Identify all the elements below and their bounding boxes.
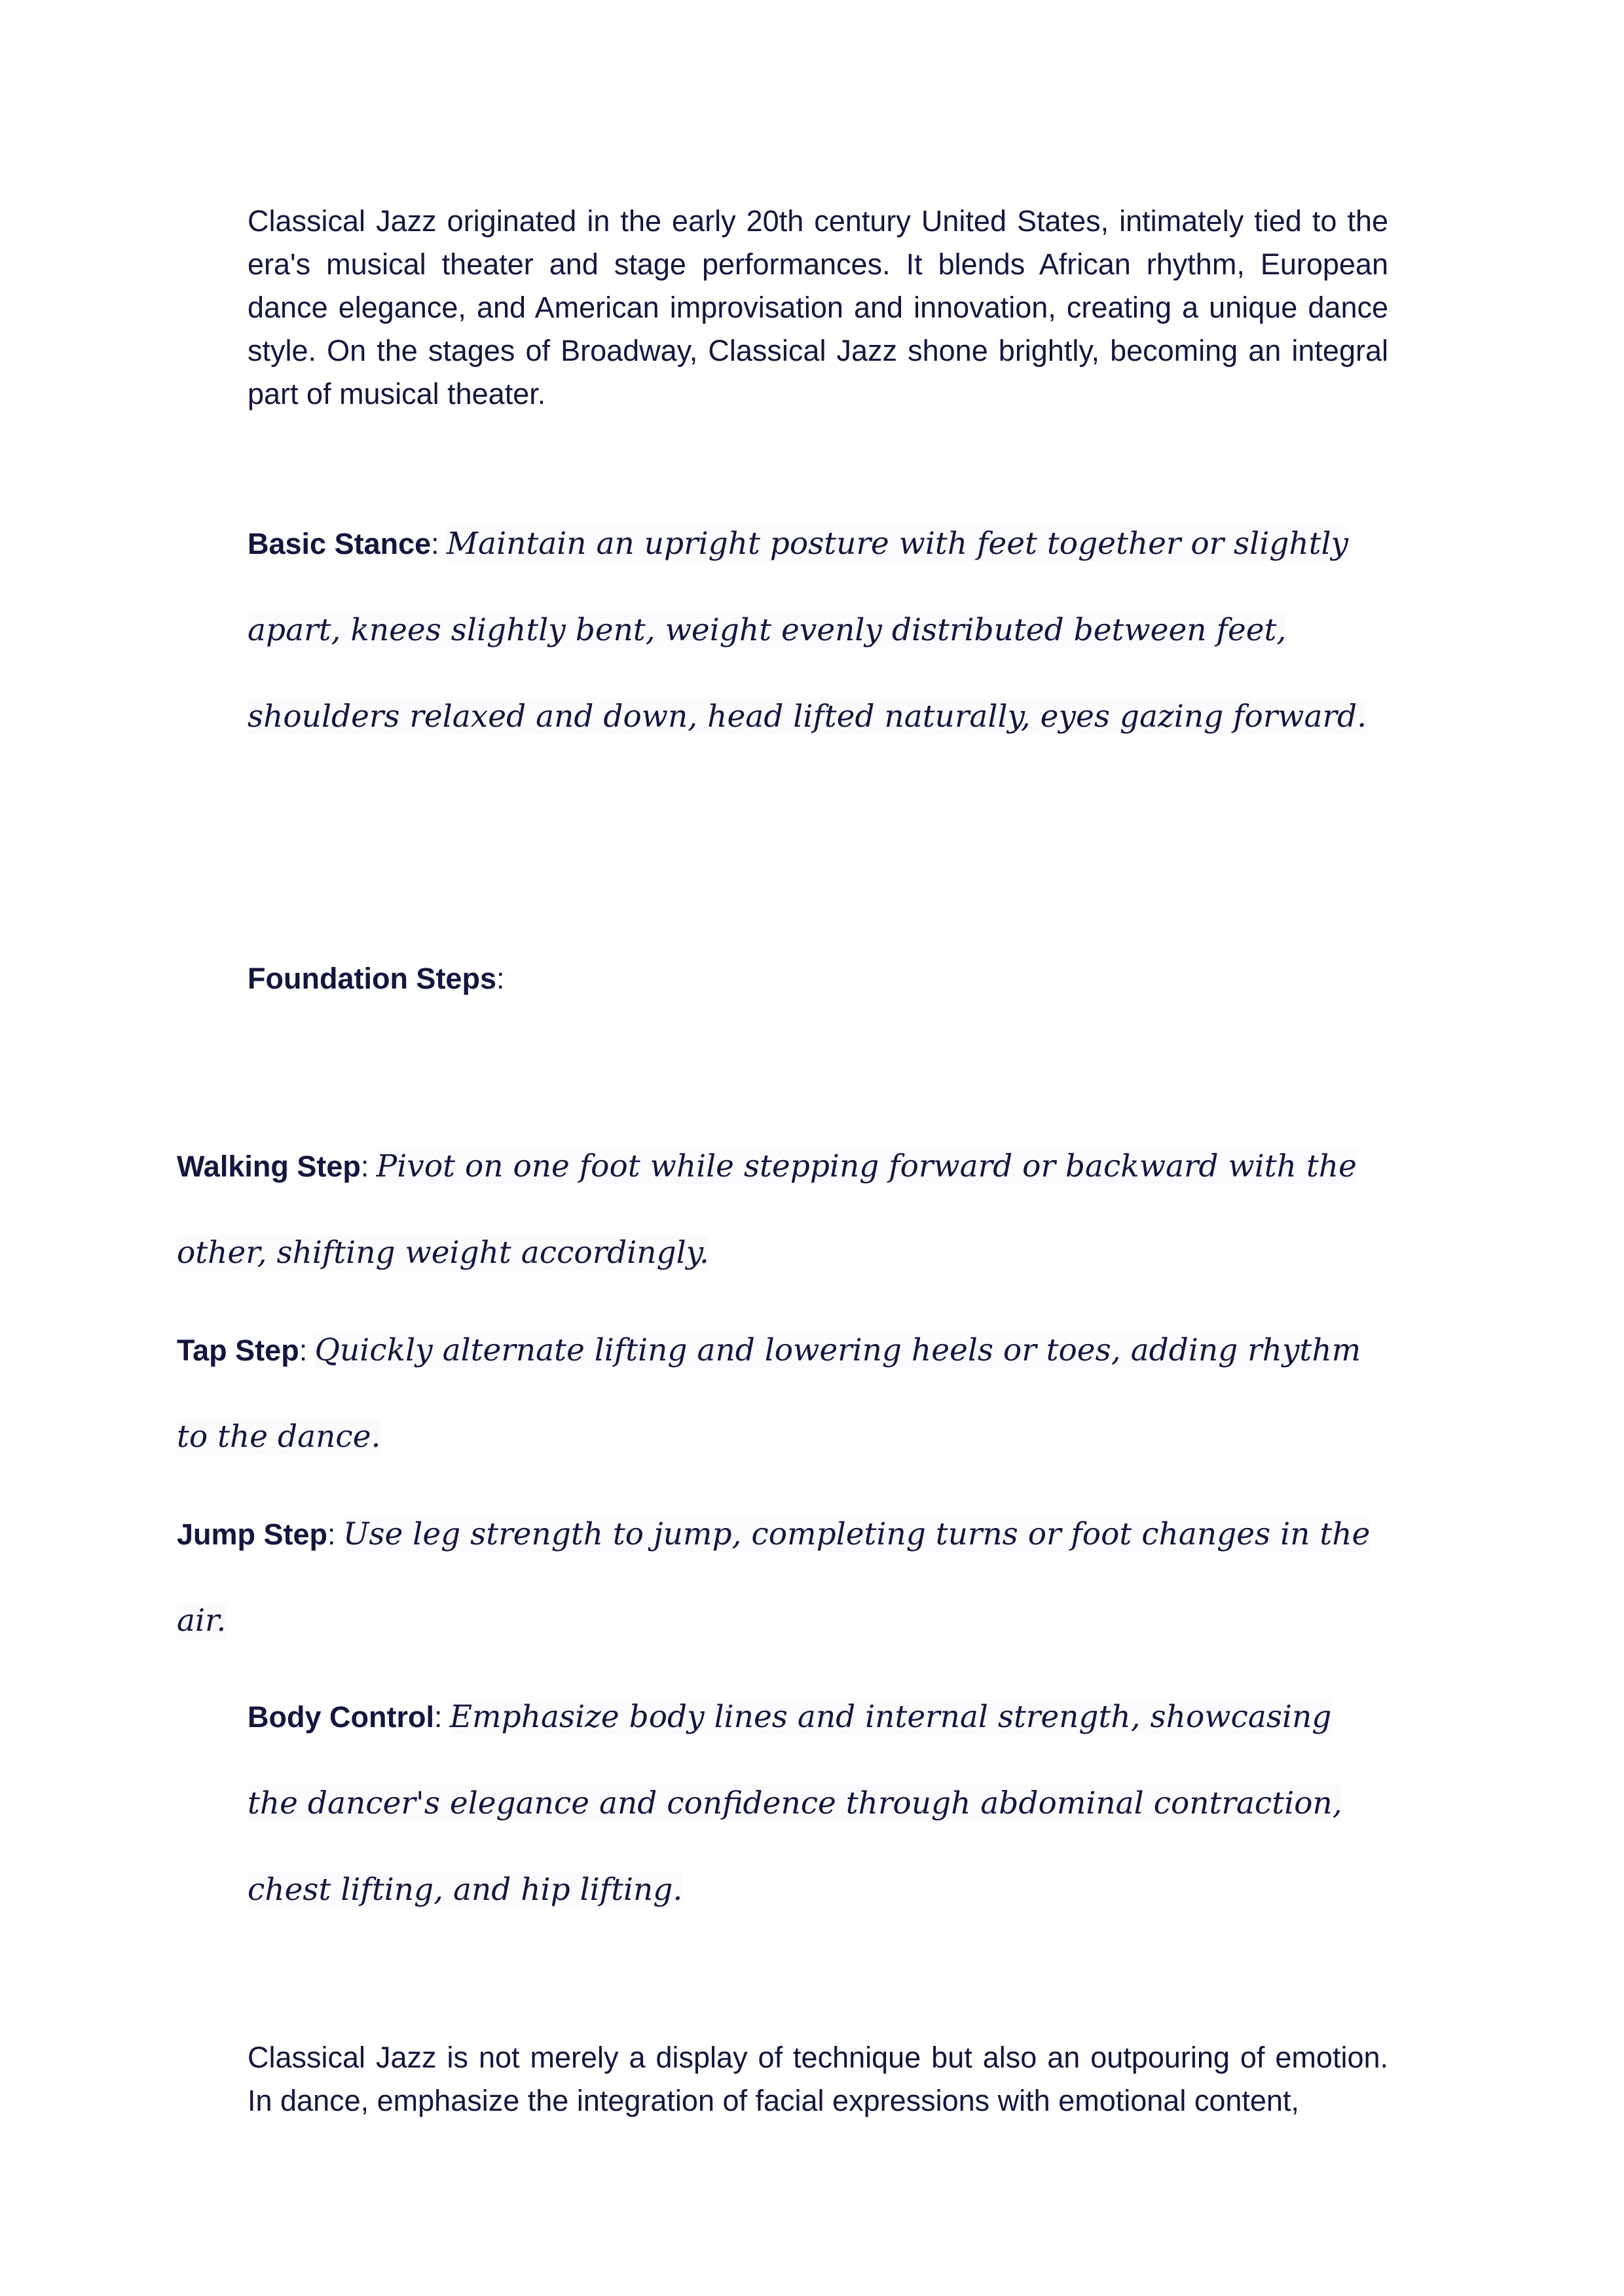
tap-step-colon: : xyxy=(299,1334,308,1367)
closing-paragraph xyxy=(248,2036,1388,2123)
jump-step-text: Use leg strength to jump, completing turns or foot changes in the air. xyxy=(177,1516,1371,1639)
jump-step-label: Jump Step xyxy=(177,1518,328,1551)
tap-step-label: Tap Step xyxy=(177,1334,299,1367)
walking-step-item xyxy=(177,1123,1388,1296)
basic-stance-text: Maintain an upright posture with feet together or slightly apart, knees slightly bent, weight evenly distributed between feet, shoulders relaxed and down, head lifted naturally, eyes gazing forward. xyxy=(248,526,1367,735)
basic-stance-colon: : xyxy=(431,527,439,560)
jump-step-colon: : xyxy=(327,1518,336,1551)
closing-text: Classical Jazz is not merely a display of technique but also an outpouring of emotion. In dance, emphasize the integration of facial expressions with emotional content, xyxy=(248,2041,1388,2117)
body-control-section xyxy=(248,1674,1388,1933)
tap-step-item xyxy=(177,1307,1388,1480)
body-control-text: Emphasize body lines and internal strength, showcasing the dancer's elegance and confidence through abdominal contraction, chest lifting, and hip lifting. xyxy=(248,1699,1342,1908)
foundation-steps-label: Foundation Steps xyxy=(248,962,496,995)
walking-step-text: Pivot on one foot while stepping forward or backward with the other, shifting weight accordingly. xyxy=(177,1148,1357,1271)
tap-step-text: Quickly alternate lifting and lowering heels or toes, adding rhythm to the dance. xyxy=(177,1332,1361,1455)
basic-stance-section xyxy=(248,501,1400,760)
foundation-steps-colon: : xyxy=(496,962,505,995)
jump-step-item xyxy=(177,1491,1388,1664)
walking-step-label: Walking Step xyxy=(177,1150,361,1183)
foundation-steps-heading xyxy=(248,957,1388,1000)
walking-step-colon: : xyxy=(360,1150,369,1183)
intro-text: Classical Jazz originated in the early 20th century United States, intimately tied to the era's musical theater and stage performances. It blends African rhythm, European dance elegance, and American improvisation and innovation, creating a unique dance style. On the stages of Broadway, Classical Jazz shone brightly, becoming an integral part of musical theater. xyxy=(248,204,1388,410)
body-control-colon: : xyxy=(434,1700,443,1734)
body-control-label: Body Control xyxy=(248,1700,434,1734)
intro-paragraph xyxy=(248,200,1388,416)
basic-stance-label: Basic Stance xyxy=(248,527,432,560)
